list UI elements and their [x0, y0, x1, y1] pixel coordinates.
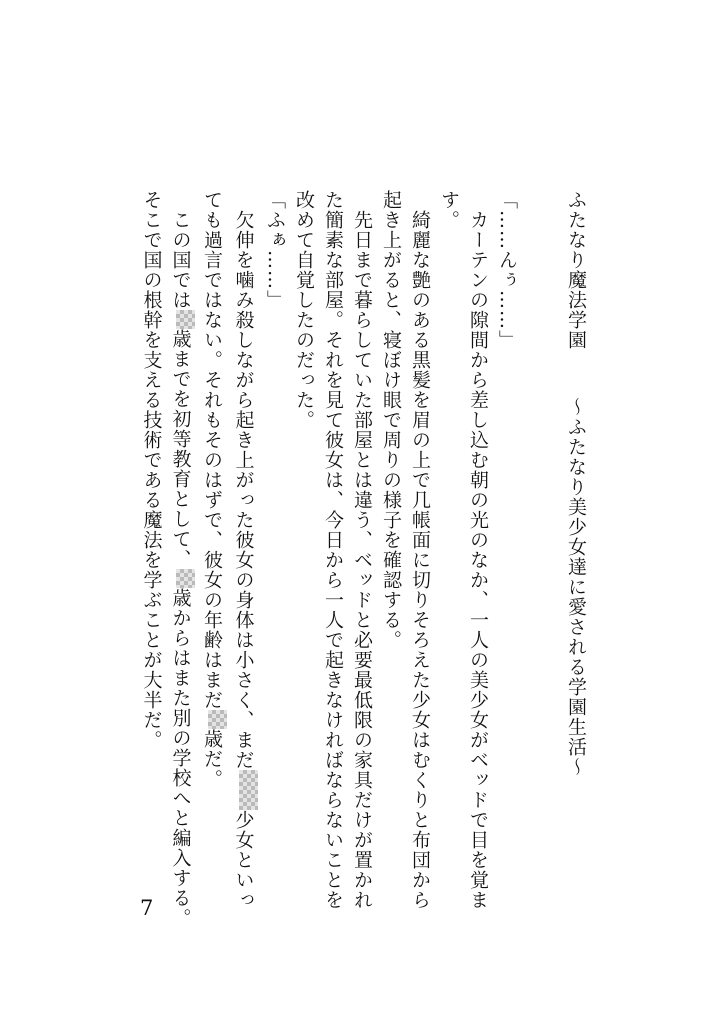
blank-line: [521, 190, 533, 870]
censored-mosaic: [176, 310, 195, 329]
censored-mosaic: [208, 710, 227, 729]
text-line-content: 歳からはまた別の学校へと編入する。: [169, 588, 192, 928]
text-line: 「ふぁ……」: [264, 190, 286, 310]
text-line: 起き上がると、寝ぼけ眼で周りの様子を確認する。: [380, 190, 402, 650]
vertical-text-block: [137, 190, 591, 928]
text-line: す。: [438, 190, 460, 230]
text-line: た簡素な部屋。それを見て彼女は、今日から一人で起きなければならないことを: [322, 190, 344, 910]
text-line: [463, 190, 492, 910]
censored-mosaic: [239, 770, 258, 810]
text-line-content: 欠伸を噛み殺しながら起き上がった彼女の身体は小さく、まだ: [232, 210, 255, 770]
text-line-content: 歳だ。: [201, 729, 223, 789]
text-line: [166, 190, 198, 928]
text-line: そこで国の根幹を支える技術である魔法を学ぶことが大半だ。: [140, 190, 163, 750]
text-line-content: ても過言ではない。それもそのはずで、彼女の年齢はまだ: [201, 190, 223, 710]
text-line-content: 歳までを初等教育として、: [169, 329, 192, 569]
text-line-content: カーテンの隙間から差し込む朝の光のなか、一人の美少女がベッドで目を覚ま: [467, 210, 489, 910]
text-line-content: 綺麗な艶のある黒髪を眉の上で几帳面に切りそろえた少女はむくりと布団から: [409, 210, 431, 910]
text-line: [197, 190, 229, 870]
text-line: 改めて自覚したのだった。: [293, 190, 315, 430]
text-line: [347, 190, 376, 910]
book-subtitle: ～ふたなり美少女達に愛される学園生活～: [565, 397, 587, 777]
text-line: [405, 190, 434, 910]
text-line-content: 少女といっ: [232, 810, 255, 910]
text-line-content: この国では: [169, 210, 192, 310]
book-title: ふたなり魔法学園: [565, 190, 587, 350]
chapter-title: [561, 190, 590, 870]
text-line: [229, 190, 261, 910]
text-line: 「……んぅ……」: [496, 190, 518, 350]
text-line-content: 先日まで暮らしていた部屋とは違う、ベッドと必要最低限の家具だけが置かれ: [351, 210, 373, 910]
censored-mosaic: [176, 569, 195, 588]
page-number: 7: [140, 896, 154, 920]
